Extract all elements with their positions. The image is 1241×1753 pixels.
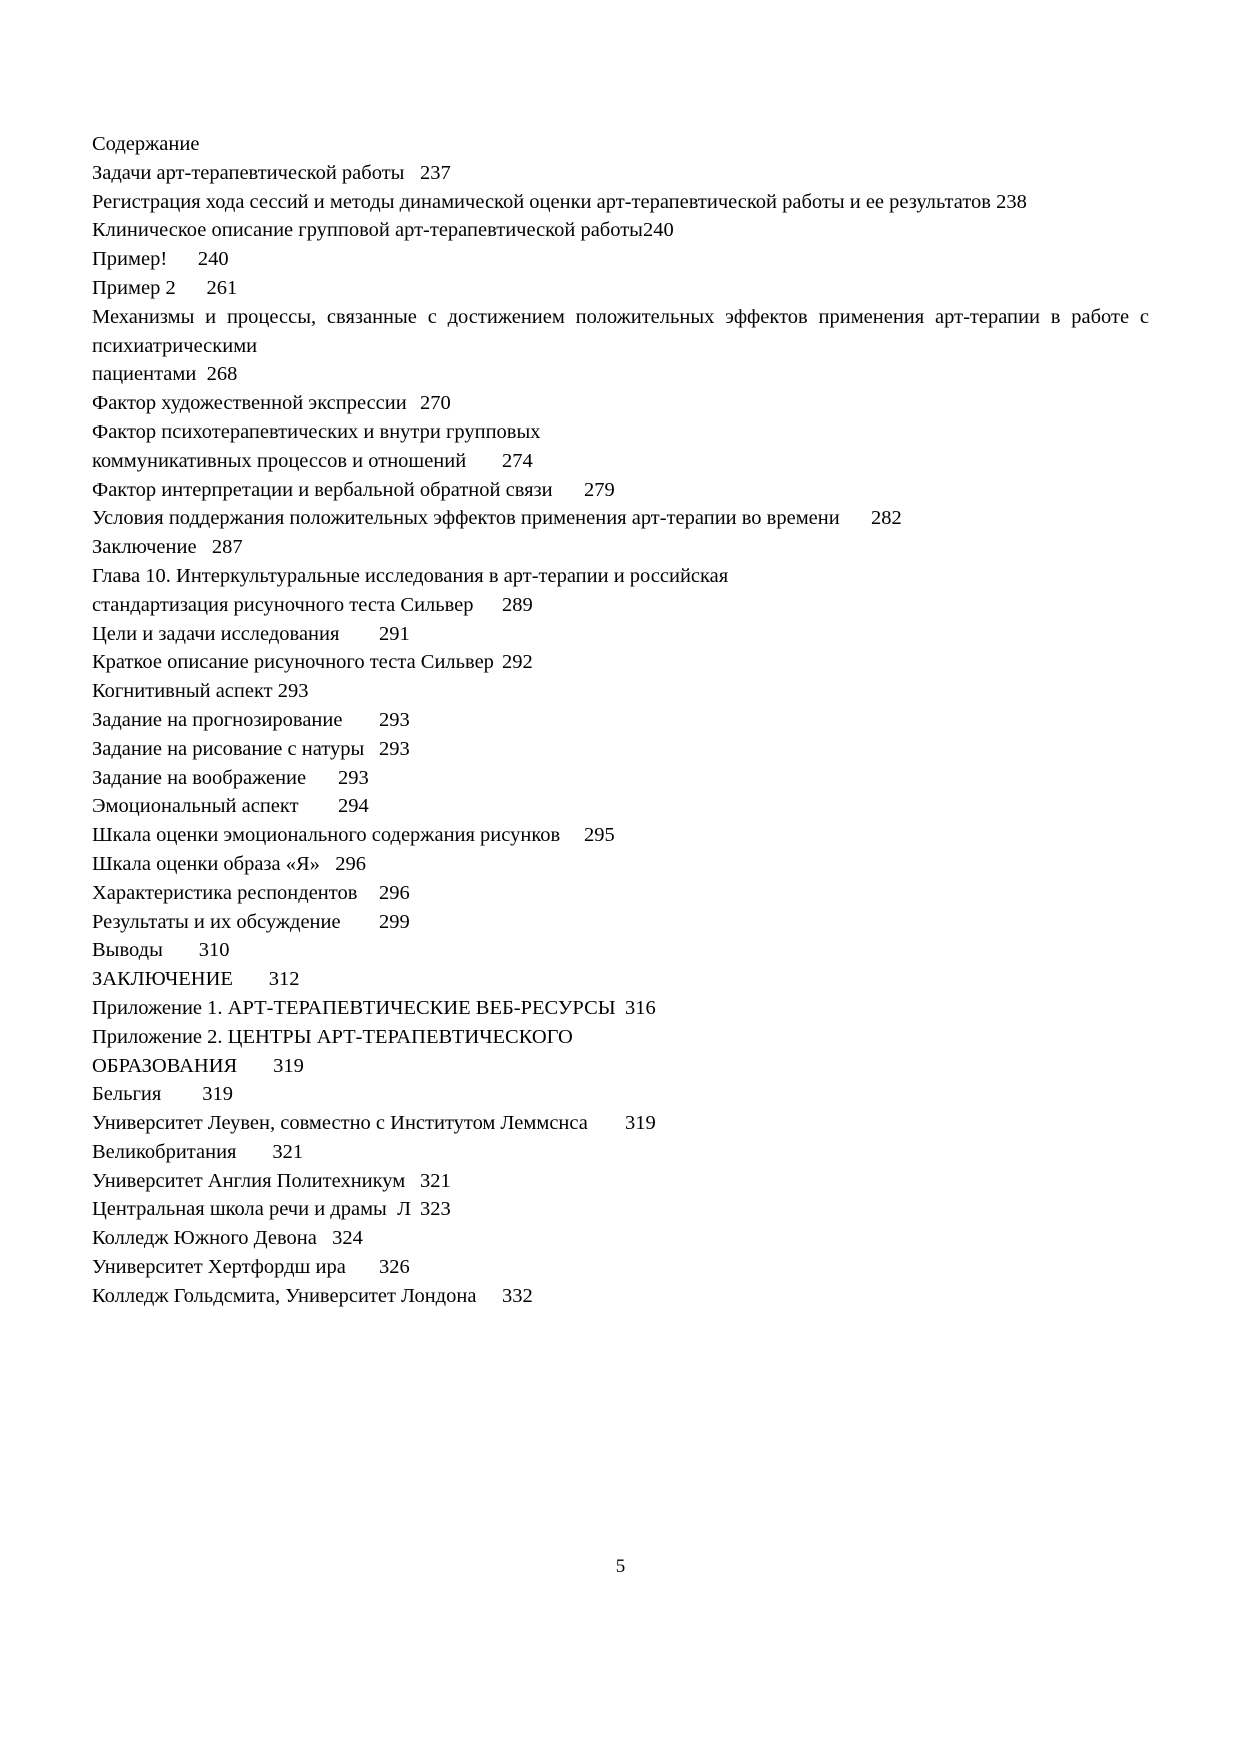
toc-entry: пациентами 268 [92, 363, 238, 386]
toc-entry: Содержание [92, 133, 200, 155]
toc-entry: Центральная школа речи и драмы Л 323 [92, 1198, 451, 1221]
toc-entry: коммуникативных процессов и отношений 274 [92, 449, 533, 472]
toc-entry: Задание на рисование с натуры 293 [92, 737, 410, 760]
table-of-contents [92, 130, 1149, 1311]
toc-entry: Пример 2 261 [92, 276, 238, 299]
toc-entry: Заключение 287 [92, 536, 243, 559]
toc-entry: Университет Хертфордш ира 326 [92, 1256, 410, 1279]
toc-entry: Шкала оценки образа «Я» 296 [92, 852, 367, 875]
toc-entry: Цели и задачи исследования 291 [92, 622, 410, 645]
toc-entry: Колледж Южного Девона 324 [92, 1227, 363, 1250]
toc-entry: Приложение 2. ЦЕНТРЫ АРТ-ТЕРАПЕВТИЧЕСКОГО [92, 1025, 573, 1048]
toc-entry: ЗАКЛЮЧЕНИЕ 312 [92, 968, 300, 991]
toc-entry: Пример! 240 [92, 248, 229, 271]
toc-entry: Механизмы и процессы, связанные с достижением положительных эффектов применения арт-терапии в работе с психиатрическими [92, 305, 1149, 357]
toc-entry: Регистрация хода сессий и методы динамической оценки арт-терапевтической работы и ее результатов 238 [92, 190, 1027, 213]
toc-entry: Университет Леувен, совместно с Институтом Леммснса 319 [92, 1112, 656, 1135]
page-number: 5 [615, 1556, 626, 1577]
toc-entry: Задачи арт-терапевтической работы 237 [92, 161, 451, 184]
toc-entry: Условия поддержания положительных эффектов применения арт-терапии во времени 282 [92, 507, 902, 530]
toc-entry: стандартизация рисуночного теста Сильвер 289 [92, 593, 533, 616]
toc-entry: Характеристика респондентов 296 [92, 881, 410, 904]
toc-entry: Клиническое описание групповой арт-терапевтической работы240 [92, 219, 674, 242]
toc-entry: Бельгия 319 [92, 1083, 234, 1106]
toc-entry: Когнитивный аспект 293 [92, 680, 309, 703]
toc-entry: Эмоциональный аспект 294 [92, 795, 369, 818]
toc-entry: Задание на воображение 293 [92, 766, 369, 789]
toc-entry: Задание на прогнозирование 293 [92, 708, 410, 731]
toc-entry: Фактор интерпретации и вербальной обратной связи 279 [92, 478, 615, 501]
toc-entry: Краткое описание рисуночного теста Сильвер 292 [92, 651, 533, 674]
toc-entry: ОБРАЗОВАНИЯ 319 [92, 1054, 304, 1077]
toc-entry: Фактор художественной экспрессии 270 [92, 392, 451, 415]
toc-entry: Глава 10. Интеркультуральные исследования в арт-терапии и российская [92, 564, 729, 587]
toc-entry: Фактор психотерапевтических и внутри групповых [92, 420, 541, 443]
toc-entry: Колледж Гольдсмита, Университет Лондона 332 [92, 1284, 533, 1307]
toc-entry: Результаты и их обсуждение 299 [92, 910, 410, 933]
toc-entry: Приложение 1. АРТ-ТЕРАПЕВТИЧЕСКИЕ ВЕБ-РЕСУРСЫ 316 [92, 996, 656, 1019]
toc-entry: Университет Англия Политехникум 321 [92, 1169, 451, 1192]
toc-entry: Шкала оценки эмоционального содержания рисунков 295 [92, 824, 615, 847]
toc-entry: Великобритания 321 [92, 1140, 304, 1163]
toc-entry: Выводы 310 [92, 939, 230, 962]
